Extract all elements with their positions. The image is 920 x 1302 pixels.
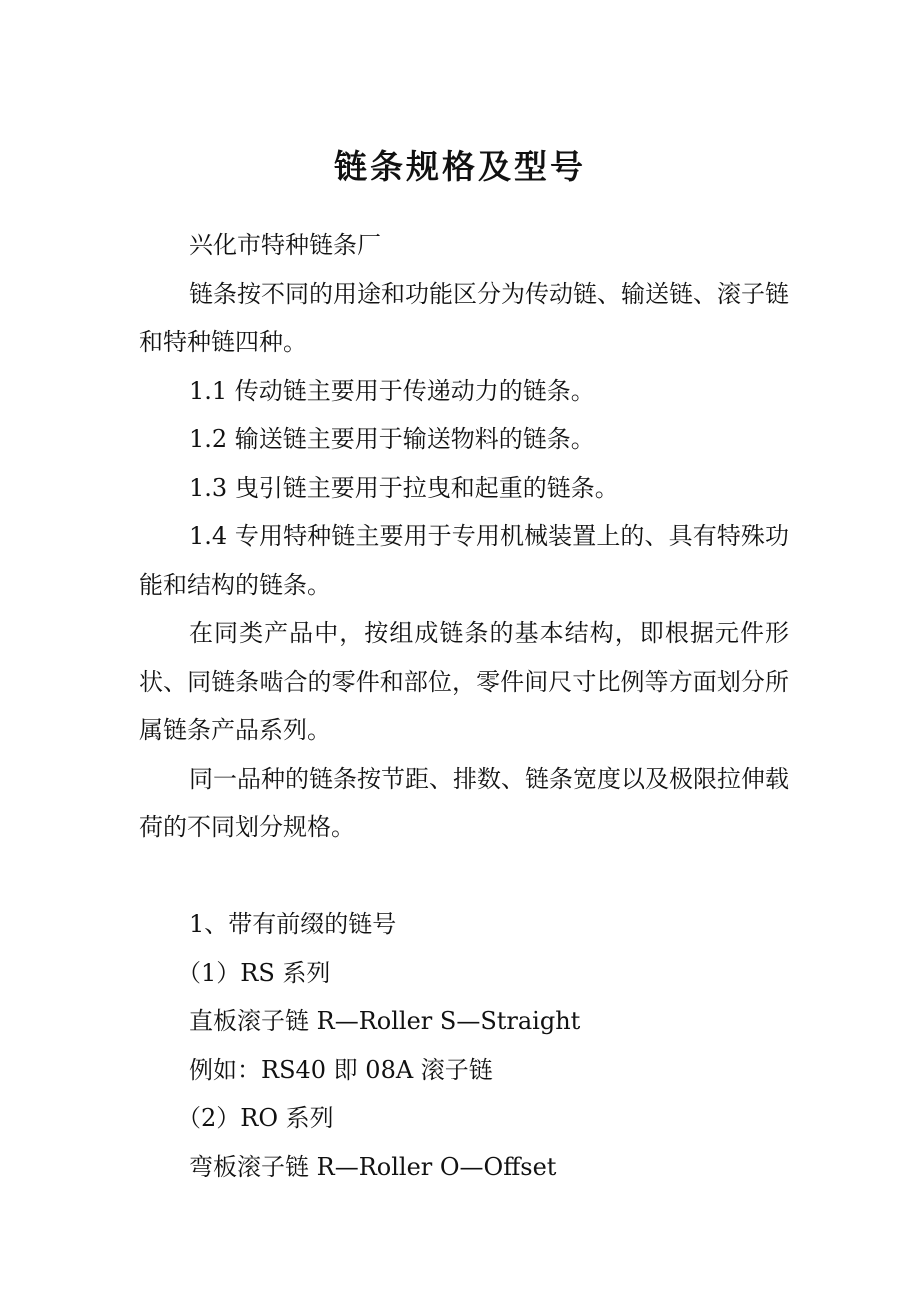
ro-series-heading: （2）RO 系列 — [177, 1104, 334, 1132]
blank-line — [139, 852, 789, 901]
paragraph-transmission-chain: 1.1 传动链主要用于传递动力的链条。 — [189, 376, 595, 405]
paragraph-special-chain: 1.4 专用特种链主要用于专用机械装置上的、具有特殊功能和结构的链条。 — [139, 522, 789, 599]
paragraph-traction-chain: 1.3 曳引链主要用于拉曳和起重的链条。 — [189, 473, 619, 502]
document-body — [139, 221, 789, 1191]
paragraph-factory-name: 兴化市特种链条厂 — [189, 231, 381, 259]
rs-series-heading: （1）RS 系列 — [177, 958, 331, 987]
paragraph-conveyor-chain: 1.2 输送链主要用于输送物料的链条。 — [189, 425, 595, 453]
document-title: 链条规格及型号 — [334, 147, 586, 186]
paragraph-product-series: 在同类产品中，按组成链条的基本结构，即根据元件形状、同链条啮合的零件和部位，零件间尺寸比例等方面划分所属链条产品系列。 — [139, 619, 789, 744]
paragraph-specifications: 同一品种的链条按节距、排数、链条宽度以及极限拉伸载荷的不同划分规格。 — [139, 764, 789, 841]
rs-series-description: 直板滚子链 R—Roller S—Straight — [189, 1007, 581, 1035]
ro-series-description: 弯板滚子链 R—Roller O—Offset — [189, 1152, 557, 1181]
section-heading: 1、带有前缀的链号 — [189, 910, 397, 938]
paragraph-chain-categories: 链条按不同的用途和功能区分为传动链、输送链、滚子链和特种链四种。 — [139, 279, 789, 356]
rs-series-example: 例如：RS40 即 08A 滚子链 — [189, 1055, 493, 1084]
